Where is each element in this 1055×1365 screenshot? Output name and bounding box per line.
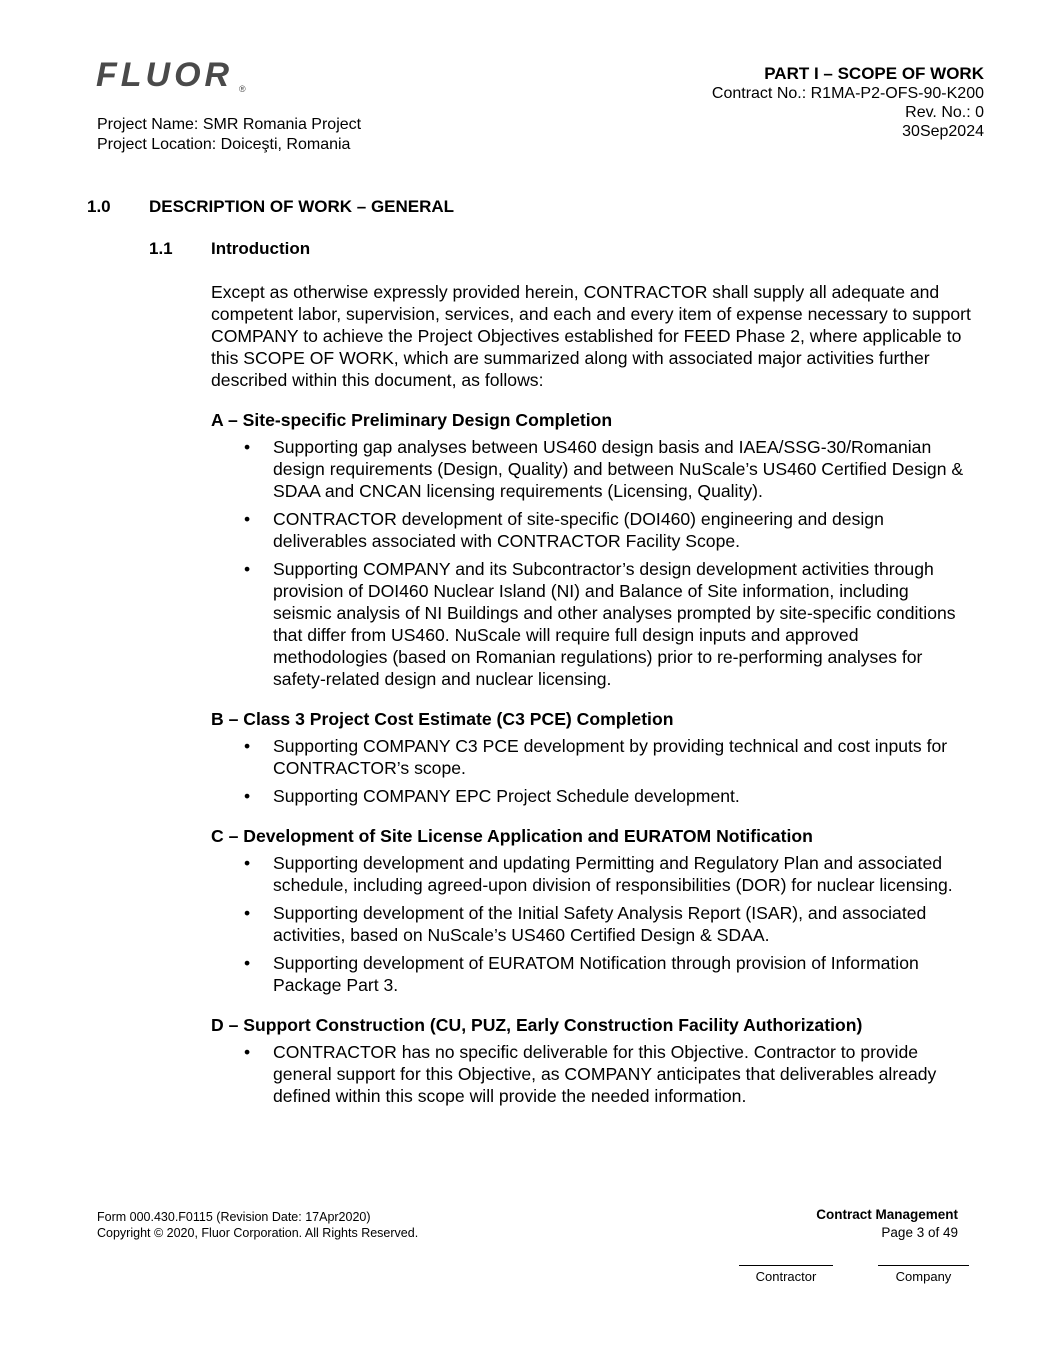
copyright-notice: Copyright © 2020, Fluor Corporation. All Rights Reserved. <box>97 1226 419 1240</box>
list-item <box>211 785 971 807</box>
objective-title: C – Development of Site License Application and EURATOM Notification <box>211 826 813 846</box>
list-item <box>211 735 971 779</box>
footer-left <box>97 1209 418 1241</box>
form-number: Form 000.430.F0115 (Revision Date: 17Apr2020) <box>97 1210 371 1224</box>
bullet-icon: • <box>244 736 251 756</box>
signature-label-contractor: Contractor <box>755 1269 817 1284</box>
bullet-list <box>211 852 971 996</box>
intro-paragraph: Except as otherwise expressly provided herein, CONTRACTOR shall supply all adequate and competent labor, supervision, services, and each and every item of expense necessary to support COMPANY to achieve the Project Objectives established for FEED Phase 2, where applicable to this SCOPE OF WORK, which are summarized along with associated major activities further described within this document, as follows: <box>211 282 971 390</box>
section-title: DESCRIPTION OF WORK – GENERAL <box>149 197 455 216</box>
project-name: Project Name: SMR Romania Project <box>97 116 362 133</box>
objective-title: D – Support Construction (CU, PUZ, Early Construction Facility Authorization) <box>211 1015 863 1035</box>
signature-label-company: Company <box>895 1269 952 1284</box>
list-item-text: Supporting development of EURATOM Notification through provision of Information Package Part 3. <box>273 953 919 995</box>
subsection-number: 1.1 <box>149 239 173 258</box>
list-item <box>211 436 971 502</box>
contract-number: Contract No.: R1MA-P2-OFS-90-K200 <box>711 85 984 102</box>
list-item-text: CONTRACTOR development of site-specific (DOI460) engineering and design deliverables associated with CONTRACTOR Facility Scope. <box>273 509 884 551</box>
section-number: 1.0 <box>87 197 111 216</box>
document-date: 30Sep2024 <box>902 123 984 140</box>
part-title: PART I – SCOPE OF WORK <box>764 64 984 83</box>
signature-line <box>878 1265 969 1266</box>
list-item-text: Supporting COMPANY EPC Project Schedule development. <box>273 786 740 806</box>
revision-number: Rev. No.: 0 <box>905 104 984 121</box>
list-item <box>211 1041 971 1107</box>
bullet-icon: • <box>244 559 251 579</box>
list-item-text: CONTRACTOR has no specific deliverable for this Objective. Contractor to provide general support for this Objective, as COMPANY anticipates that deliverables already defined within this scope will provide the needed information. <box>273 1042 937 1106</box>
list-item <box>211 508 971 552</box>
project-location: Project Location: Doiceşti, Romania <box>97 136 351 153</box>
list-item-text: Supporting COMPANY C3 PCE development by providing technical and cost inputs for CONTRACTOR’s scope. <box>273 736 948 778</box>
bullet-icon: • <box>244 853 251 873</box>
registered-mark: ® <box>239 84 246 94</box>
signature-line <box>739 1265 833 1266</box>
list-item-text: Supporting development of the Initial Safety Analysis Report (ISAR), and associated activities, based on NuScale’s US460 Certified Design & SDAA. <box>273 903 927 945</box>
footer-right <box>816 1206 958 1242</box>
objective-title: A – Site-specific Preliminary Design Completion <box>211 410 613 430</box>
bullet-list <box>211 1041 971 1107</box>
page-number: Page 3 of 49 <box>881 1225 958 1240</box>
bullet-list <box>211 436 971 690</box>
company-signature <box>878 1265 969 1284</box>
list-item <box>211 952 971 996</box>
bullet-icon: • <box>244 1042 251 1062</box>
contractor-signature <box>739 1265 833 1284</box>
bullet-icon: • <box>244 903 251 923</box>
objective-title: B – Class 3 Project Cost Estimate (C3 PCE) Completion <box>211 709 674 729</box>
list-item <box>211 902 971 946</box>
company-logo: FLUOR <box>96 56 234 94</box>
bullet-icon: • <box>244 437 251 457</box>
objective-sections <box>211 409 971 1107</box>
list-item-text: Supporting development and updating Permitting and Regulatory Plan and associated schedule, including agreed-upon division of responsibilities (DOR) for nuclear licensing. <box>273 853 953 895</box>
subsection-heading <box>149 239 310 259</box>
project-info <box>97 115 361 155</box>
bullet-icon: • <box>244 509 251 529</box>
list-item-text: Supporting COMPANY and its Subcontractor’s design development activities through provision of DOI460 Nuclear Island (NI) and Balance of Site information, including seismic analysis of NI Buildings and other analyses prompted by site-specific conditions that differ from US460. NuScale will require full design inputs and approved methodologies (based on Romanian regulations) prior to re-performing analyses for safety-related design and nuclear licensing. <box>273 559 956 689</box>
list-item-text: Supporting gap analyses between US460 design basis and IAEA/SSG-30/Romanian design requirements (Design, Quality) and between NuScale’s US460 Certified Design & SDAA and CNCAN licensing requirements (Licensing, Quality). <box>273 437 964 501</box>
document-body <box>211 281 971 1125</box>
subsection-title: Introduction <box>211 239 311 258</box>
bullet-icon: • <box>244 953 251 973</box>
list-item <box>211 558 971 690</box>
bullet-list <box>211 735 971 807</box>
department-label: Contract Management <box>816 1207 958 1222</box>
section-heading <box>87 197 454 217</box>
bullet-icon: • <box>244 786 251 806</box>
document-header <box>712 63 984 141</box>
list-item <box>211 852 971 896</box>
